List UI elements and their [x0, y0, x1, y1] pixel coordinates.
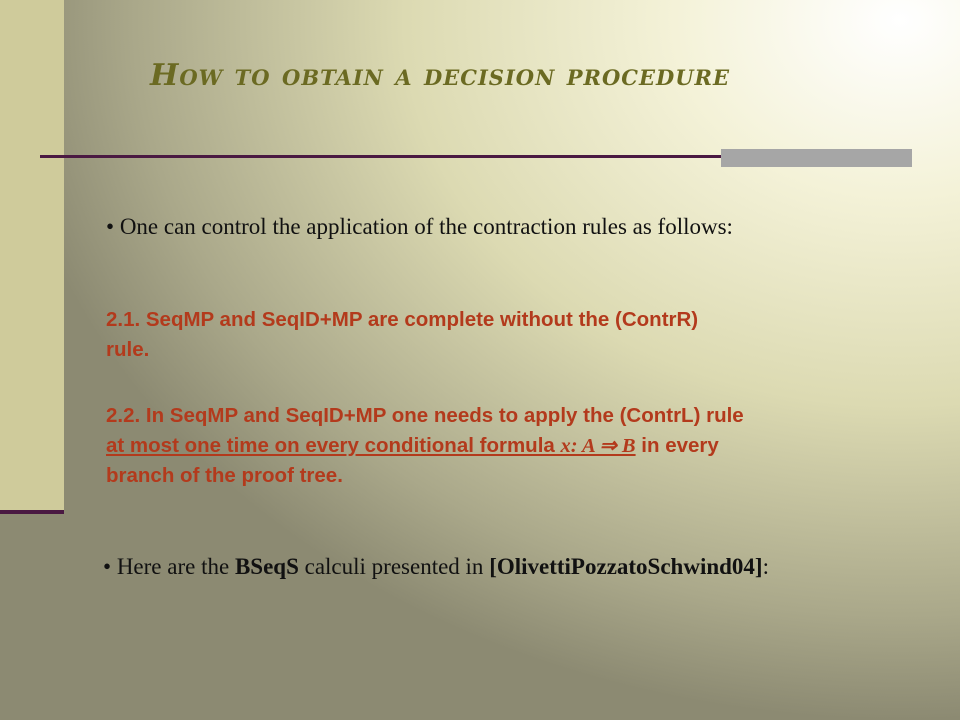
- item-2-2-line1: 2.2. In SeqMP and SeqID+MP one needs to apply the (ContrL) rule: [106, 404, 744, 427]
- bullet-marker: •: [106, 214, 115, 239]
- bseqs-name: BSeqS: [234, 554, 299, 579]
- bullet-bseqs-calculi: [103, 554, 769, 580]
- item-2-2-line2-text: at most one time on every conditional formula: [106, 434, 561, 457]
- item-2-2-line2-tail: in every: [635, 434, 719, 457]
- conditional-formula: x: A ⇒ B: [560, 435, 636, 457]
- citation: [OlivettiPozzatoSchwind04]: [489, 554, 763, 579]
- item-2-1-line1: 2.1. SeqMP and SeqID+MP are complete without the (ContrR): [106, 308, 699, 331]
- slide-title: How to obtain a decision procedure: [150, 58, 730, 93]
- title-accent-block: [721, 149, 912, 167]
- bullet-middle: calculi presented in: [298, 554, 490, 579]
- side-bar-accent: [0, 510, 64, 514]
- bullet-prefix: Here are the: [116, 554, 235, 579]
- bullet-contraction-rules: [106, 214, 733, 240]
- item-2-1-line2: rule.: [106, 338, 150, 361]
- bullet-marker: •: [103, 554, 112, 579]
- bullet-suffix: :: [762, 554, 769, 579]
- item-2-2-line2: [106, 431, 906, 461]
- item-2-2-line3: branch of the proof tree.: [106, 464, 343, 487]
- item-2-1: [106, 305, 886, 365]
- item-2-2: [106, 401, 906, 491]
- side-bar: [0, 0, 64, 510]
- bullet-text: One can control the application of the contraction rules as follows:: [119, 214, 733, 239]
